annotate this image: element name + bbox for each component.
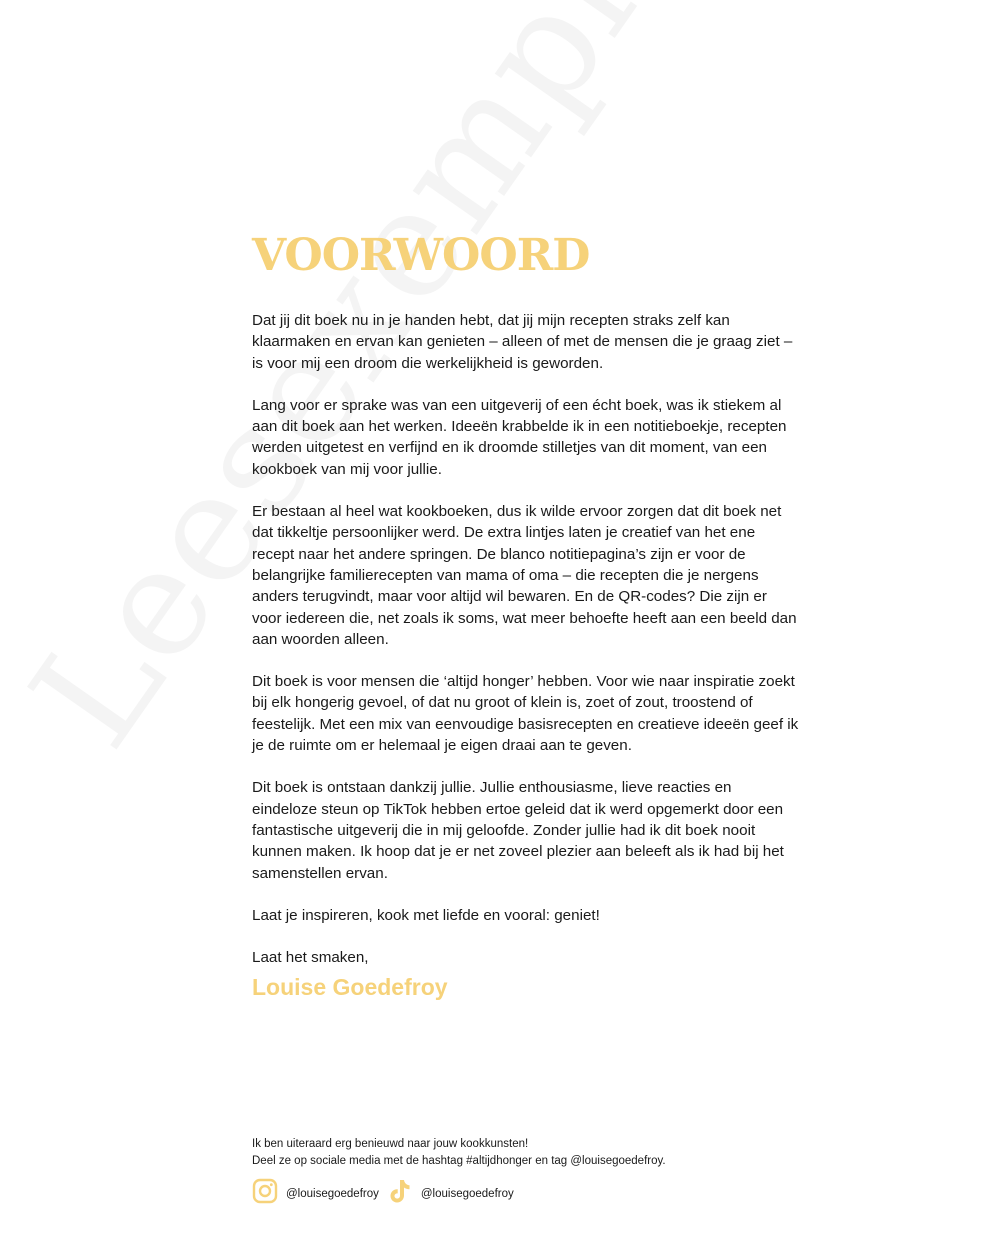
paragraph: Dit boek is ontstaan dankzij jullie. Jullie enthousiasme, lieve reacties en eindeloze steun op TikTok hebben ertoe geleid dat ik werd opgemerkt door een fantastische uitgeverij die in mij geloofde. Zonder jullie had ik dit boek nooit kunnen maken. Ik hoop dat je er net zoveel plezier aan beleeft als ik had bij het samenstellen ervan. bbox=[252, 779, 784, 882]
paragraph: Dit boek is voor mensen die ‘altijd honger’ hebben. Voor wie naar inspiratie zoekt bij elk hongerig gevoel, of dat nu groot of klein is, zoet of zout, troostend of feestelijk. Met een mix van eenvoudige basisrecepten en creatieve ideeën geef ik je de ruimte om er helemaal je eigen draai aan te geven. bbox=[252, 673, 799, 755]
author-signature: Louise Goedefroy bbox=[252, 974, 448, 1001]
paragraph: Lang voor er sprake was van een uitgeverij of een écht boek, was ik stiekem al aan dit boek aan het werken. Ideeën krabbelde ik in een notitieboekje, recepten werden uitgetest en verfijnd en ik droomde stilletjes van dit moment, van een kookboek van mij voor jullie. bbox=[252, 396, 787, 478]
social-footer bbox=[252, 1136, 812, 1170]
tiktok-handle[interactable]: @louisegoedefroy bbox=[420, 1187, 514, 1200]
page-title: VOORWOORD bbox=[252, 230, 590, 281]
tiktok-icon[interactable] bbox=[389, 1178, 413, 1209]
foreword-content bbox=[252, 228, 800, 1001]
footer-line-1: Ik ben uiteraard erg benieuwd naar jouw kookkunsten! bbox=[252, 1138, 529, 1150]
instagram-icon[interactable] bbox=[252, 1178, 278, 1209]
instagram-handle[interactable]: @louisegoedefroy bbox=[286, 1187, 379, 1200]
paragraph: Dat jij dit boek nu in je handen hebt, dat jij mijn recepten straks zelf kan klaarmaken en ervan kan genieten – alleen of met de mensen die je graag ziet – is voor mij een droom die werkelijkheid is geworden. bbox=[252, 312, 793, 372]
paragraph: Er bestaan al heel wat kookboeken, dus ik wilde ervoor zorgen dat dit boek net dat tikkeltje persoonlijker werd. De extra lintjes laten je creatief van het ene recept naar het andere springen. De blanco notitiepagina’s zijn er voor de belangrijke familierecepten van mama of oma – die recepten die je nergens anders terugvindt, maar voor altijd wil bewaren. En de QR-codes? Die zijn er voor iedereen die, net zoals ik soms, wat meer behoefte heeft aan een beeld dan aan woorden alleen. bbox=[252, 503, 797, 648]
social-handles bbox=[252, 1178, 524, 1209]
footer-line-2: Deel ze op sociale media met de hashtag #altijdhonger en tag @louisegoedefroy. bbox=[252, 1155, 666, 1167]
paragraph: Laat je inspireren, kook met liefde en vooral: geniet! bbox=[252, 906, 600, 924]
closing-greeting: Laat het smaken, bbox=[252, 949, 369, 967]
